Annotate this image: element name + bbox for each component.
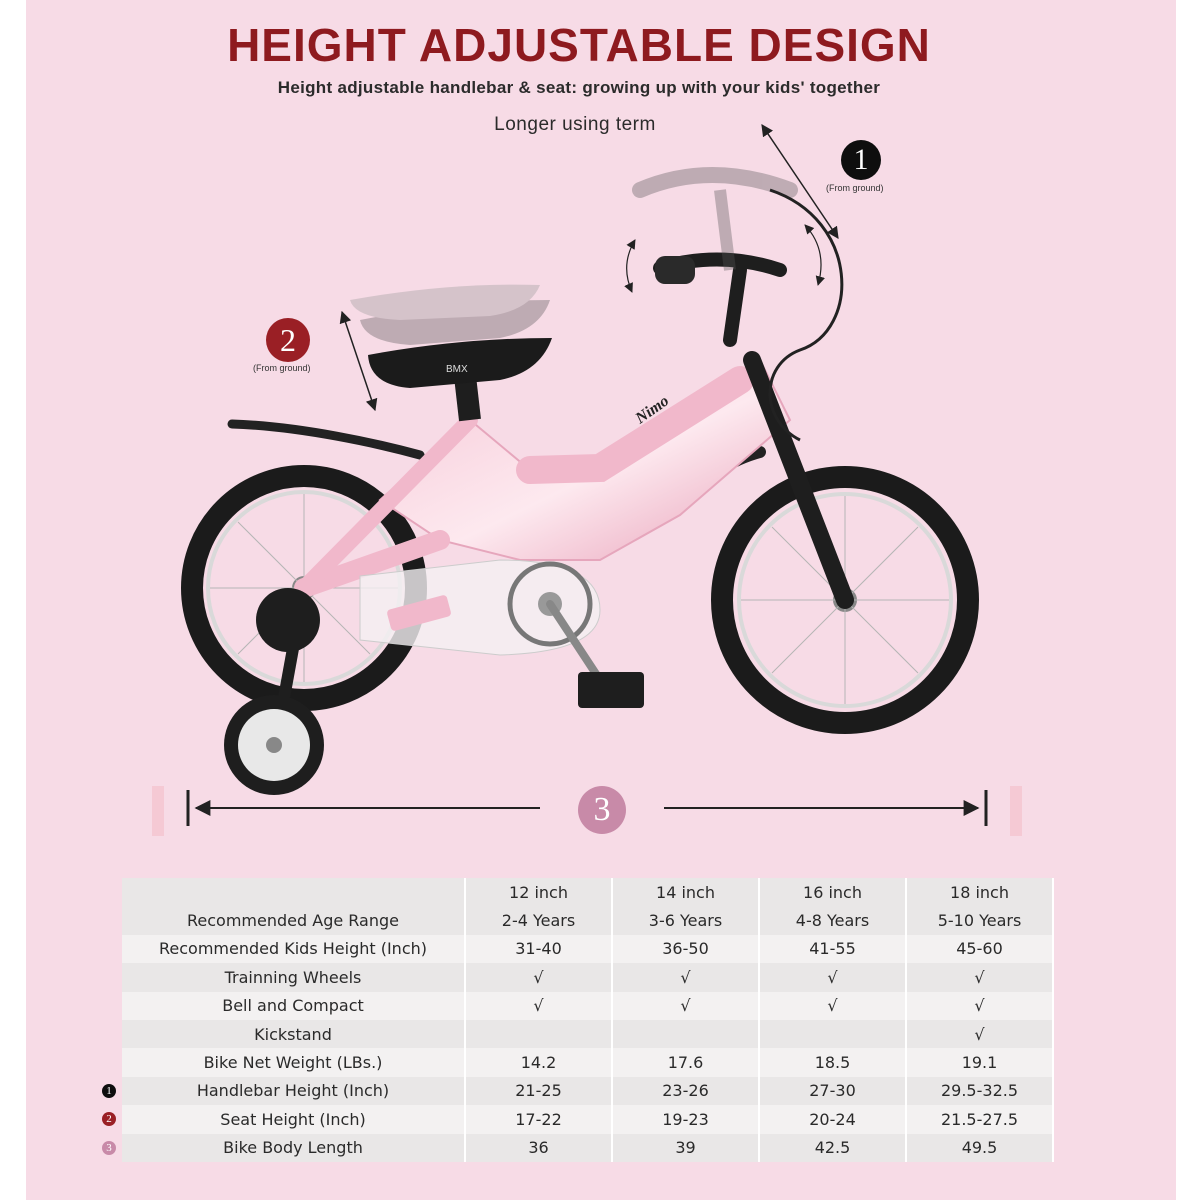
saddle-label: BMX <box>446 364 468 375</box>
table-cell: √ <box>612 963 759 991</box>
table-cell: 21-25 <box>465 1077 612 1105</box>
pedal <box>578 672 644 708</box>
handlebar-height-marker: 1 <box>841 140 881 180</box>
table-cell: 39 <box>612 1134 759 1162</box>
table-row <box>122 1048 1053 1076</box>
table-cell: 21.5-27.5 <box>906 1105 1053 1133</box>
table-header-row <box>122 878 1053 906</box>
row-label: Bell and Compact <box>122 992 465 1020</box>
table-cell: 49.5 <box>906 1134 1053 1162</box>
row-label: Kickstand <box>122 1020 465 1048</box>
column-header: 18 inch <box>906 878 1053 906</box>
table-cell <box>612 1020 759 1048</box>
frame-brand-logo: Nimo <box>632 392 673 428</box>
table-cell: 41-55 <box>759 935 906 963</box>
spec-table <box>122 878 1054 1162</box>
row-marker-icon: 3 <box>102 1141 116 1155</box>
table-cell: 23-26 <box>612 1077 759 1105</box>
table-cell <box>465 1020 612 1048</box>
table-cell: √ <box>906 1020 1053 1048</box>
table-cell: √ <box>465 963 612 991</box>
table-cell <box>759 1020 906 1048</box>
table-cell: √ <box>759 963 906 991</box>
table-cell: √ <box>906 963 1053 991</box>
table-cell: 5-10 Years <box>906 906 1053 934</box>
table-cell: 18.5 <box>759 1048 906 1076</box>
table-row <box>122 906 1053 934</box>
page-subtitle: Height adjustable handlebar & seat: growing up with your kids' together <box>277 78 881 97</box>
table-cell: √ <box>612 992 759 1020</box>
seat-height-marker: 2 <box>266 318 310 362</box>
row-label: Recommended Kids Height (Inch) <box>122 935 465 963</box>
handlebar-height-note: (From ground) <box>826 183 884 193</box>
table-cell: 17-22 <box>465 1105 612 1133</box>
table-cell: 36 <box>465 1134 612 1162</box>
table-cell: 19-23 <box>612 1105 759 1133</box>
table-cell: √ <box>759 992 906 1020</box>
table-cell: 3-6 Years <box>612 906 759 934</box>
table-cell: 20-24 <box>759 1105 906 1133</box>
column-header: 12 inch <box>465 878 612 906</box>
table-row <box>122 963 1053 991</box>
table-cell: 27-30 <box>759 1077 906 1105</box>
seat-height-note: (From ground) <box>253 363 311 373</box>
body-length-marker: 3 <box>578 786 626 834</box>
table-row <box>122 1105 1053 1133</box>
row-label: Seat Height (Inch) <box>122 1105 465 1133</box>
table-cell: 19.1 <box>906 1048 1053 1076</box>
header-blank <box>122 878 465 906</box>
table-cell: 29.5-32.5 <box>906 1077 1053 1105</box>
page-tagline: Longer using term <box>494 114 656 135</box>
table-row <box>122 1134 1053 1162</box>
table-cell: 17.6 <box>612 1048 759 1076</box>
table-cell: 31-40 <box>465 935 612 963</box>
column-header: 16 inch <box>759 878 906 906</box>
table-cell: 42.5 <box>759 1134 906 1162</box>
table-row <box>122 992 1053 1020</box>
page-title: HEIGHT ADJUSTABLE DESIGN <box>227 19 931 71</box>
table-cell: 2-4 Years <box>465 906 612 934</box>
table-row <box>122 935 1053 963</box>
table-cell: 36-50 <box>612 935 759 963</box>
table-cell: 4-8 Years <box>759 906 906 934</box>
table-cell: √ <box>465 992 612 1020</box>
row-label: Bike Net Weight (LBs.) <box>122 1048 465 1076</box>
column-header: 14 inch <box>612 878 759 906</box>
row-label: Trainning Wheels <box>122 963 465 991</box>
saddle <box>368 338 552 388</box>
row-label: Handlebar Height (Inch) <box>122 1077 465 1105</box>
row-label: Bike Body Length <box>122 1134 465 1162</box>
rear-fender <box>232 424 420 455</box>
row-marker-icon: 1 <box>102 1084 116 1098</box>
table-cell: √ <box>906 992 1053 1020</box>
row-marker-icon: 2 <box>102 1112 116 1126</box>
table-cell: 45-60 <box>906 935 1053 963</box>
row-label: Recommended Age Range <box>122 906 465 934</box>
table-row <box>122 1077 1053 1105</box>
table-cell: 14.2 <box>465 1048 612 1076</box>
table-row <box>122 1020 1053 1048</box>
